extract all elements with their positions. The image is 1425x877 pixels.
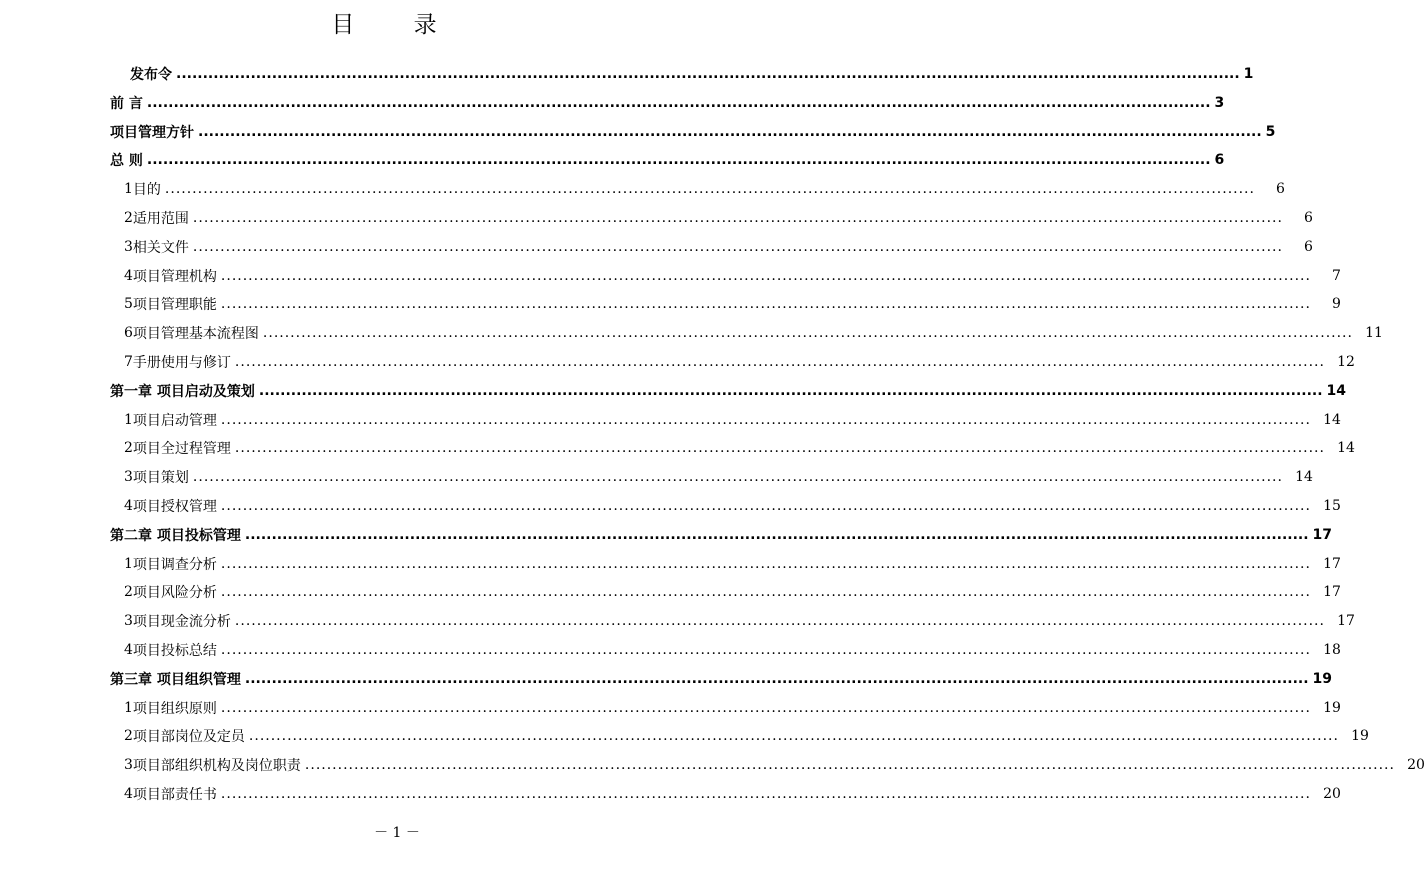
toc-entry-number: 2	[124, 440, 133, 457]
toc-heading-entry[interactable]	[110, 665, 1333, 693]
toc-entry-page: 14	[1326, 382, 1347, 399]
toc-entry-number: 1	[124, 411, 133, 428]
toc-dot-leader: ........................................................................................................................................................................................................	[244, 670, 1309, 687]
toc-sub-entry[interactable]	[124, 406, 1341, 434]
page-number-footer: － 1 －	[374, 825, 420, 841]
toc-dot-leader: ........................................................................................................................................................................................................	[192, 238, 1283, 255]
toc-entry-label: 项目策划	[132, 470, 189, 487]
toc-entry-page: 14	[1323, 411, 1341, 428]
toc-dot-leader: ........................................................................................................................................................................................................	[146, 152, 1211, 169]
toc-dot-leader: ........................................................................................................................................................................................................	[244, 526, 1309, 543]
toc-dot-leader: ........................................................................................................................................................................................................	[164, 181, 1255, 198]
toc-entry-page: 14	[1295, 469, 1313, 486]
toc-entry-number: 5	[124, 296, 133, 313]
toc-sub-entry[interactable]	[124, 434, 1355, 462]
toc-entry-page: 3	[1214, 94, 1225, 111]
toc-dot-leader: ........................................................................................................................................................................................................	[220, 498, 1311, 514]
toc-entry-page: 7	[1332, 267, 1341, 284]
toc-entry-number: 2	[124, 728, 133, 745]
toc-entry-page: 20	[1323, 786, 1341, 802]
toc-sub-entry[interactable]	[124, 578, 1341, 606]
toc-entry-label: 目的	[132, 182, 161, 199]
toc-entry-label: 项目管理机构	[132, 268, 217, 285]
toc-entry-label: 前 言	[110, 95, 143, 112]
toc-dot-leader: ........................................................................................................................................................................................................	[220, 267, 1311, 284]
toc-sub-entry[interactable]	[124, 262, 1341, 290]
toc-entry-number: 1	[124, 555, 133, 572]
toc-sub-entry[interactable]	[124, 492, 1341, 520]
toc-dot-leader: ........................................................................................................................................................................................................	[220, 296, 1311, 313]
toc-heading-entry[interactable]	[110, 118, 1276, 146]
toc-entry-page: 17	[1312, 526, 1333, 543]
toc-entry-page: 9	[1332, 296, 1341, 313]
toc-entry-label: 项目组织原则	[132, 700, 217, 717]
toc-entry-page: 17	[1337, 613, 1355, 630]
toc-entry-label: 项目调查分析	[132, 556, 217, 573]
toc-entry-page: 17	[1323, 555, 1341, 572]
toc-sub-entry[interactable]	[124, 233, 1313, 261]
toc-entry-page: 19	[1312, 670, 1333, 687]
toc-entry-label: 项目管理方针	[110, 124, 194, 141]
toc-entry-page: 17	[1323, 584, 1341, 601]
toc-entry-number: 3	[124, 613, 133, 630]
toc-sub-entry[interactable]	[124, 348, 1355, 376]
toc-dot-leader: ........................................................................................................................................................................................................	[220, 555, 1311, 572]
toc-entry-page: 11	[1365, 325, 1383, 342]
toc-dot-leader: ........................................................................................................................................................................................................	[234, 354, 1325, 370]
toc-entry-label: 相关文件	[132, 239, 189, 256]
toc-entry-number: 2	[124, 584, 133, 601]
toc-dot-leader: ........................................................................................................................................................................................................	[146, 94, 1211, 111]
toc-sub-entry[interactable]	[124, 290, 1341, 318]
toc-entry-label: 项目部组织机构及岗位职责	[132, 758, 301, 775]
toc-entry-label: 项目管理基本流程图	[132, 326, 259, 343]
toc-entry-page: 18	[1323, 642, 1341, 658]
toc-entry-number: 1	[124, 181, 133, 198]
toc-entry-label: 总 则	[110, 153, 143, 170]
toc-entry-page: 6	[1304, 238, 1313, 255]
toc-entry-page: 15	[1323, 498, 1341, 514]
toc-entry-page: 14	[1337, 440, 1355, 457]
toc-entry-page: 6	[1304, 210, 1313, 226]
toc-dot-leader: ........................................................................................................................................................................................................	[262, 325, 1353, 342]
toc-entry-number: 4	[124, 786, 133, 802]
toc-entry-label: 项目授权管理	[132, 499, 217, 515]
toc-dot-leader: ........................................................................................................................................................................................................	[220, 642, 1311, 658]
toc-entry-page: 5	[1265, 123, 1276, 140]
toc-entry-label: 第一章 项目启动及策划	[110, 383, 255, 400]
toc-entry-page: 19	[1351, 728, 1369, 745]
toc-sub-entry[interactable]	[124, 550, 1341, 578]
toc-entry-number: 3	[124, 757, 133, 774]
toc-entry-number: 4	[124, 498, 133, 514]
toc-sub-entry[interactable]	[124, 204, 1313, 232]
toc-title: 目 录	[331, 12, 463, 38]
toc-dot-leader: ........................................................................................................................................................................................................	[220, 786, 1311, 802]
toc-entry-label: 项目启动管理	[132, 412, 217, 429]
toc-dot-leader: ........................................................................................................................................................................................................	[248, 728, 1339, 745]
toc-entry-number: 4	[124, 267, 133, 284]
toc-entry-number: 3	[124, 469, 133, 486]
toc-heading-entry[interactable]	[110, 146, 1225, 174]
toc-entry-page: 6	[1214, 152, 1225, 169]
toc-entry-number: 7	[124, 354, 133, 370]
toc-sub-entry[interactable]	[124, 319, 1383, 347]
toc-entry-page: 1	[1243, 66, 1254, 82]
toc-entry-label: 手册使用与修订	[132, 355, 231, 371]
toc-heading-entry[interactable]	[110, 521, 1333, 549]
toc-dot-leader: ........................................................................................................................................................................................................	[234, 613, 1325, 630]
toc-entry-number: 3	[124, 238, 133, 255]
toc-sub-entry[interactable]	[124, 607, 1355, 635]
toc-entry-page: 12	[1337, 354, 1355, 370]
toc-sub-entry[interactable]	[124, 751, 1425, 779]
toc-entry-label: 项目管理职能	[132, 297, 217, 314]
toc-entry-label: 项目部责任书	[132, 787, 217, 803]
toc-dot-leader: ........................................................................................................................................................................................................	[192, 469, 1283, 486]
toc-sub-entry[interactable]	[124, 722, 1369, 750]
toc-entry-page: 6	[1276, 181, 1285, 198]
toc-entry-number: 2	[124, 210, 133, 226]
toc-dot-leader: ........................................................................................................................................................................................................	[234, 440, 1325, 457]
toc-dot-leader: ........................................................................................................................................................................................................	[220, 699, 1311, 716]
toc-sub-entry[interactable]	[124, 694, 1341, 722]
toc-heading-entry[interactable]	[110, 89, 1225, 117]
toc-sub-entry[interactable]	[124, 780, 1341, 808]
toc-entry-page: 20	[1407, 757, 1425, 774]
toc-entry-label: 项目风险分析	[132, 585, 217, 602]
toc-entry-page: 19	[1323, 699, 1341, 716]
toc-entry-label: 适用范围	[132, 211, 189, 227]
toc-dot-leader: ........................................................................................................................................................................................................	[176, 66, 1240, 82]
toc-entry-label: 第三章 项目组织管理	[110, 671, 241, 688]
toc-dot-leader: ........................................................................................................................................................................................................	[304, 757, 1395, 774]
toc-sub-entry[interactable]	[124, 175, 1285, 203]
toc-entry-label: 第二章 项目投标管理	[110, 527, 241, 544]
toc-dot-leader: ........................................................................................................................................................................................................	[220, 411, 1311, 428]
toc-entry-label: 发布令	[130, 67, 172, 83]
toc-entry-number: 6	[124, 325, 133, 342]
toc-sub-entry[interactable]	[124, 636, 1341, 664]
toc-dot-leader: ........................................................................................................................................................................................................	[220, 584, 1311, 601]
toc-dot-leader: ........................................................................................................................................................................................................	[198, 123, 1262, 140]
toc-dot-leader: ........................................................................................................................................................................................................	[192, 210, 1283, 226]
toc-entry-label: 项目全过程管理	[132, 441, 231, 458]
toc-entry-label: 项目现金流分析	[132, 614, 231, 631]
toc-heading-entry[interactable]	[110, 377, 1347, 405]
toc-entry-label: 项目部岗位及定员	[132, 729, 245, 746]
toc-entry-label: 项目投标总结	[132, 643, 217, 659]
toc-entry-number: 4	[124, 642, 133, 658]
toc-entry-number: 1	[124, 699, 133, 716]
toc-dot-leader: ........................................................................................................................................................................................................	[258, 382, 1323, 399]
toc-heading-entry[interactable]	[130, 60, 1254, 88]
toc-sub-entry[interactable]	[124, 463, 1313, 491]
